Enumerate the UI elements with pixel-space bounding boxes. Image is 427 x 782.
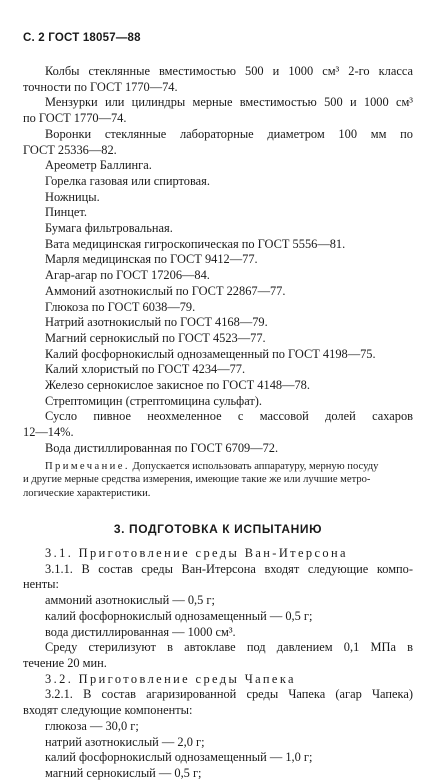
equipment-item-line: Пинцет. — [45, 205, 87, 220]
equipment-item — [23, 409, 413, 440]
equipment-item — [23, 205, 413, 221]
paragraph-3-1-1-line-1: 3.1.1. В состав среды Ван-Итерсона входят следующие компо- — [45, 561, 413, 576]
note-label: Примечание. — [45, 460, 130, 472]
equipment-item-line: Калий хлористый по ГОСТ 4234—77. — [45, 362, 246, 377]
equipment-item-line: Воронки стеклянные лабораторные диаметром 100 мм по — [45, 126, 413, 141]
equipment-item — [23, 394, 413, 410]
equipment-item — [23, 284, 413, 300]
page-header: С. 2 ГОСТ 18057—88 — [23, 32, 141, 44]
equipment-item — [23, 127, 413, 158]
equipment-item — [23, 300, 413, 316]
equipment-item — [23, 347, 413, 363]
equipment-item-line: Вата медицинская гигроскопическая по ГОСТ 5556—81. — [45, 236, 346, 251]
equipment-item — [23, 378, 413, 394]
equipment-item — [23, 221, 413, 237]
equipment-item-line: по ГОСТ 1770—74. — [23, 111, 127, 126]
equipment-item — [23, 362, 413, 378]
equipment-item-line: Ареометр Баллинга. — [45, 158, 152, 173]
note-line-2: и другие мерные средства измерения, имеющие такие же или лучшие метро- — [23, 474, 371, 486]
equipment-item — [23, 190, 413, 206]
equipment-item-line: Натрий азотнокислый по ГОСТ 4168—79. — [45, 315, 268, 330]
component-item: глюкоза — 30,0 г; — [45, 718, 139, 733]
equipment-item — [23, 64, 413, 95]
equipment-item — [23, 252, 413, 268]
equipment-item-line: Калий фосфорнокислый однозамещенный по ГОСТ 4198—75. — [45, 346, 376, 361]
component-item: калий фосфорнокислый однозамещенный — 0,5 г; — [45, 608, 313, 623]
equipment-item-line: Горелка газовая или спиртовая. — [45, 173, 210, 188]
equipment-item — [23, 268, 413, 284]
subsection-3-1-title: 3.1. Приготовление среды Ван-Итерсона — [45, 546, 348, 561]
section-title: 3. ПОДГОТОВКА К ИСПЫТАНИЮ — [113, 522, 323, 537]
equipment-item — [23, 158, 413, 174]
equipment-item-line: Бумага фильтровальная. — [45, 221, 173, 236]
equipment-item-line: Глюкоза по ГОСТ 6038—79. — [45, 299, 196, 314]
component-item: аммоний азотнокислый — 0,5 г; — [45, 593, 215, 608]
sterilize-line-2: течение 20 мин. — [23, 655, 107, 670]
document-body — [23, 64, 413, 782]
sterilize-line-1: Среду стерилизуют в автоклаве под давлением 0,1 МПа в — [45, 640, 413, 655]
equipment-item-line: Железо сернокислое закисное по ГОСТ 4148—78. — [45, 378, 310, 393]
equipment-item-line: Колбы стеклянные вместимостью 500 и 1000 см³ 2-го класса — [45, 64, 413, 78]
equipment-item-line: Агар-агар по ГОСТ 17206—84. — [45, 268, 210, 283]
equipment-item — [23, 441, 413, 457]
paragraph-3-2-1-line-1: 3.2.1. В состав агаризированной среды Чапека (агар Чапека) — [45, 687, 413, 702]
equipment-item — [23, 237, 413, 253]
equipment-item-line: Вода дистиллированная по ГОСТ 6709—72. — [45, 440, 279, 455]
equipment-item-line: Марля медицинская по ГОСТ 9412—77. — [45, 252, 258, 267]
paragraph-3-1-1-line-2: ненты: — [23, 577, 59, 592]
van-iterson-components — [23, 593, 413, 640]
equipment-item-line: Ножницы. — [45, 189, 100, 204]
equipment-item-line: Сусло пивное неохмеленное с массовой долей сахаров — [45, 409, 413, 424]
note — [23, 460, 413, 501]
equipment-item-line: точности по ГОСТ 1770—74. — [23, 79, 178, 94]
component-item: вода дистиллированная — 1000 см³. — [45, 624, 236, 639]
equipment-item — [23, 174, 413, 190]
equipment-item-line: Аммоний азотнокислый по ГОСТ 22867—77. — [45, 283, 286, 298]
equipment-item-line: Магний сернокислый по ГОСТ 4523—77. — [45, 330, 266, 345]
component-item: калий фосфорнокислый однозамещенный — 1,0 г; — [45, 750, 313, 765]
paragraph-3-2-1-line-2: входят следующие компоненты: — [23, 703, 193, 718]
equipment-item-line: 12—14%. — [23, 425, 74, 440]
equipment-item-line: ГОСТ 25336—82. — [23, 142, 117, 157]
equipment-item-line: Мензурки или цилиндры мерные вместимостью 500 и 1000 см³ — [45, 95, 413, 110]
equipment-item — [23, 331, 413, 347]
component-item: магний сернокислый — 0,5 г; — [45, 765, 202, 780]
equipment-item — [23, 315, 413, 331]
subsection-3-2-title: 3.2. Приготовление среды Чапека — [45, 671, 296, 686]
note-line-1: Допускается использовать аппаратуру, мерную посуду — [132, 460, 379, 472]
equipment-item-line: Стрептомицин (стрептомицина сульфат). — [45, 393, 263, 408]
note-line-3: логические характеристики. — [23, 487, 151, 499]
equipment-list — [23, 64, 413, 457]
component-item: натрий азотнокислый — 2,0 г; — [45, 734, 205, 749]
czapek-components — [23, 719, 413, 782]
equipment-item — [23, 95, 413, 126]
